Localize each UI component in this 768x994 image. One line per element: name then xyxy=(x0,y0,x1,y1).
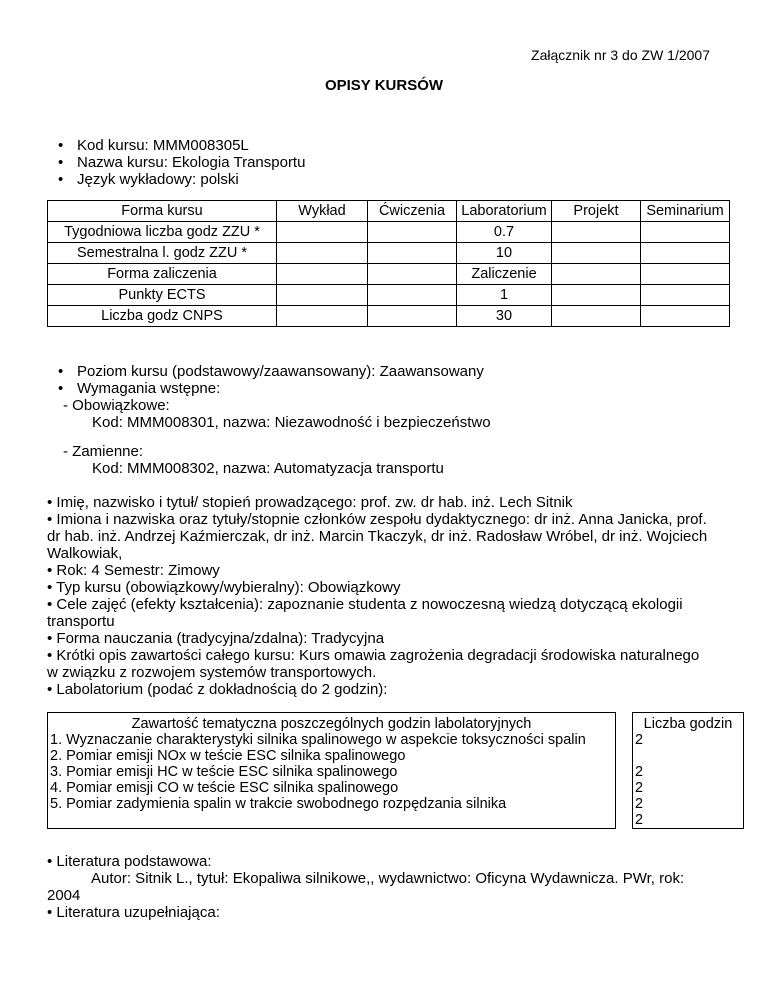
annex-note: Załącznik nr 3 do ZW 1/2007 xyxy=(531,47,710,63)
course-level: • Poziom kursu (podstawowy/zaawansowany): Zaawansowany xyxy=(58,363,718,380)
table-cell xyxy=(552,222,641,243)
list-item: • Język wykładowy: polski xyxy=(58,171,305,188)
page-title: OPISY KURSÓW xyxy=(324,77,444,94)
table-row xyxy=(48,732,744,829)
detail-item: • Imiona i nazwiska oraz tytuły/stopnie członków zespołu dydaktycznego: dr inż. Anna Janicka, prof. dr hab. inż. Andrzej Kaźmierczak, dr inż. Marcin Tkaczyk, dr inż. Radosław Wróbel, dr inż. Wojciech Walkowiak, xyxy=(47,511,708,562)
table-cell xyxy=(277,243,368,264)
lab-hours: 2 xyxy=(635,796,644,812)
table-row xyxy=(48,222,730,243)
lab-topics-cell xyxy=(48,732,616,829)
detail-item: • Labolatorium (podać z dokładnością do 2 godzin): xyxy=(47,681,388,698)
table-row xyxy=(48,243,730,264)
table-cell xyxy=(641,306,730,327)
table-cell xyxy=(552,285,641,306)
table-header-cell: Ćwiczenia xyxy=(368,201,457,222)
table-row xyxy=(48,264,730,285)
prereq-mandatory: Kod: MMM008301, nazwa: Niezawodność i bezpieczeństwo xyxy=(92,414,491,431)
row-label: Liczba godz CNPS xyxy=(48,306,277,327)
table-cell xyxy=(277,285,368,306)
course-intro-list xyxy=(58,137,305,188)
detail-item: • Imię, nazwisko i tytuł/ stopień prowadzącego: prof. zw. dr hab. inż. Lech Sitnik xyxy=(47,494,573,511)
literature-basic-entry: Autor: Sitnik L., tytuł: Ekopaliwa silnikowe,, wydawnictwo: Oficyna Wydawnicza. PWr, rok: xyxy=(91,870,685,887)
table-header-cell: Laboratorium xyxy=(457,201,552,222)
table-header-cell: Forma kursu xyxy=(48,201,277,222)
literature-basic-year: 2004 xyxy=(47,887,81,904)
table-cell xyxy=(641,285,730,306)
table-cell xyxy=(277,222,368,243)
table-cell xyxy=(368,306,457,327)
table-cell: Zaliczenie xyxy=(457,264,552,285)
table-cell: 10 xyxy=(457,243,552,264)
literature-section xyxy=(47,853,712,921)
detail-item: • Cele zajęć (efekty kształcenia): zapoznanie studenta z nowoczesną wiedzą dotyczącą ekologii transportu xyxy=(47,596,683,630)
table-cell: 30 xyxy=(457,306,552,327)
literature-basic-title: • Literatura podstawowa: xyxy=(47,853,212,870)
lab-hours: 2 xyxy=(635,764,644,780)
table-row xyxy=(48,306,730,327)
table-cell xyxy=(277,264,368,285)
row-label: Tygodniowa liczba godz ZZU * xyxy=(48,222,277,243)
table-cell xyxy=(277,306,368,327)
row-label: Punkty ECTS xyxy=(48,285,277,306)
detail-item: • Krótki opis zawartości całego kursu: Kurs omawia zagrożenia degradacji środowiska naturalnego w związku z rozwojem systemów transportowych. xyxy=(47,647,700,681)
prereq-mandatory-label: - Obowiązkowe: xyxy=(63,397,170,414)
detail-item: • Rok: 4 Semestr: Zimowy xyxy=(47,562,220,579)
table-cell xyxy=(641,264,730,285)
row-label: Forma zaliczenia xyxy=(48,264,277,285)
table-header-cell: Seminarium xyxy=(641,201,730,222)
list-item: • Kod kursu: MMM008305L xyxy=(58,137,305,154)
table-cell xyxy=(368,264,457,285)
lab-topic: 3. Pomiar emisji HC w teście ESC silnika spalinowego xyxy=(50,764,398,780)
lab-hours: 2 xyxy=(635,732,644,748)
lab-hours: 2 xyxy=(635,780,644,796)
table-cell: 1 xyxy=(457,285,552,306)
table-header-cell: Projekt xyxy=(552,201,641,222)
table-header-cell: Wykład xyxy=(277,201,368,222)
prereq-replacement-label: - Zamienne: xyxy=(63,443,144,460)
lab-content-table xyxy=(47,712,744,829)
lab-topic: 4. Pomiar emisji CO w teście ESC silnika spalinowego xyxy=(50,780,399,796)
table-header-row xyxy=(48,201,730,222)
table-row xyxy=(48,285,730,306)
detail-item: • Typ kursu (obowiązkowy/wybieralny): Obowiązkowy xyxy=(47,579,401,596)
detail-item: • Forma nauczania (tradycyjna/zdalna): Tradycyjna xyxy=(47,630,385,647)
requirements-section xyxy=(58,363,718,477)
table-cell: 0.7 xyxy=(457,222,552,243)
table-cell xyxy=(552,264,641,285)
course-form-table xyxy=(47,200,730,327)
table-cell xyxy=(552,306,641,327)
prereq-replacement: Kod: MMM008302, nazwa: Automatyzacja transportu xyxy=(92,460,444,477)
lab-hours: 2 xyxy=(635,812,644,828)
table-header-row xyxy=(48,713,744,733)
table-cell xyxy=(641,222,730,243)
literature-extra-title: • Literatura uzupełniająca: xyxy=(47,904,220,921)
table-cell xyxy=(368,285,457,306)
lab-topic-header: Zawartość tematyczna poszczególnych godzin labolatoryjnych xyxy=(48,713,616,733)
row-label: Semestralna l. godz ZZU * xyxy=(48,243,277,264)
course-details xyxy=(47,494,712,698)
table-cell xyxy=(641,243,730,264)
lab-topic: 5. Pomiar zadymienia spalin w trakcie swobodnego rozpędzania silnika xyxy=(50,796,507,812)
lab-topic: 2. Pomiar emisji NOx w teście ESC silnika spalinowego xyxy=(50,748,406,764)
lab-hours-header: Liczba godzin xyxy=(633,713,744,733)
lab-hours-cell xyxy=(633,732,744,829)
table-cell xyxy=(552,243,641,264)
list-item: • Nazwa kursu: Ekologia Transportu xyxy=(58,154,305,171)
table-cell xyxy=(368,243,457,264)
table-cell xyxy=(368,222,457,243)
lab-topic: 1. Wyznaczanie charakterystyki silnika spalinowego w aspekcie toksyczności spalin xyxy=(50,732,586,748)
prerequisites-title: • Wymagania wstępne: xyxy=(58,380,718,397)
